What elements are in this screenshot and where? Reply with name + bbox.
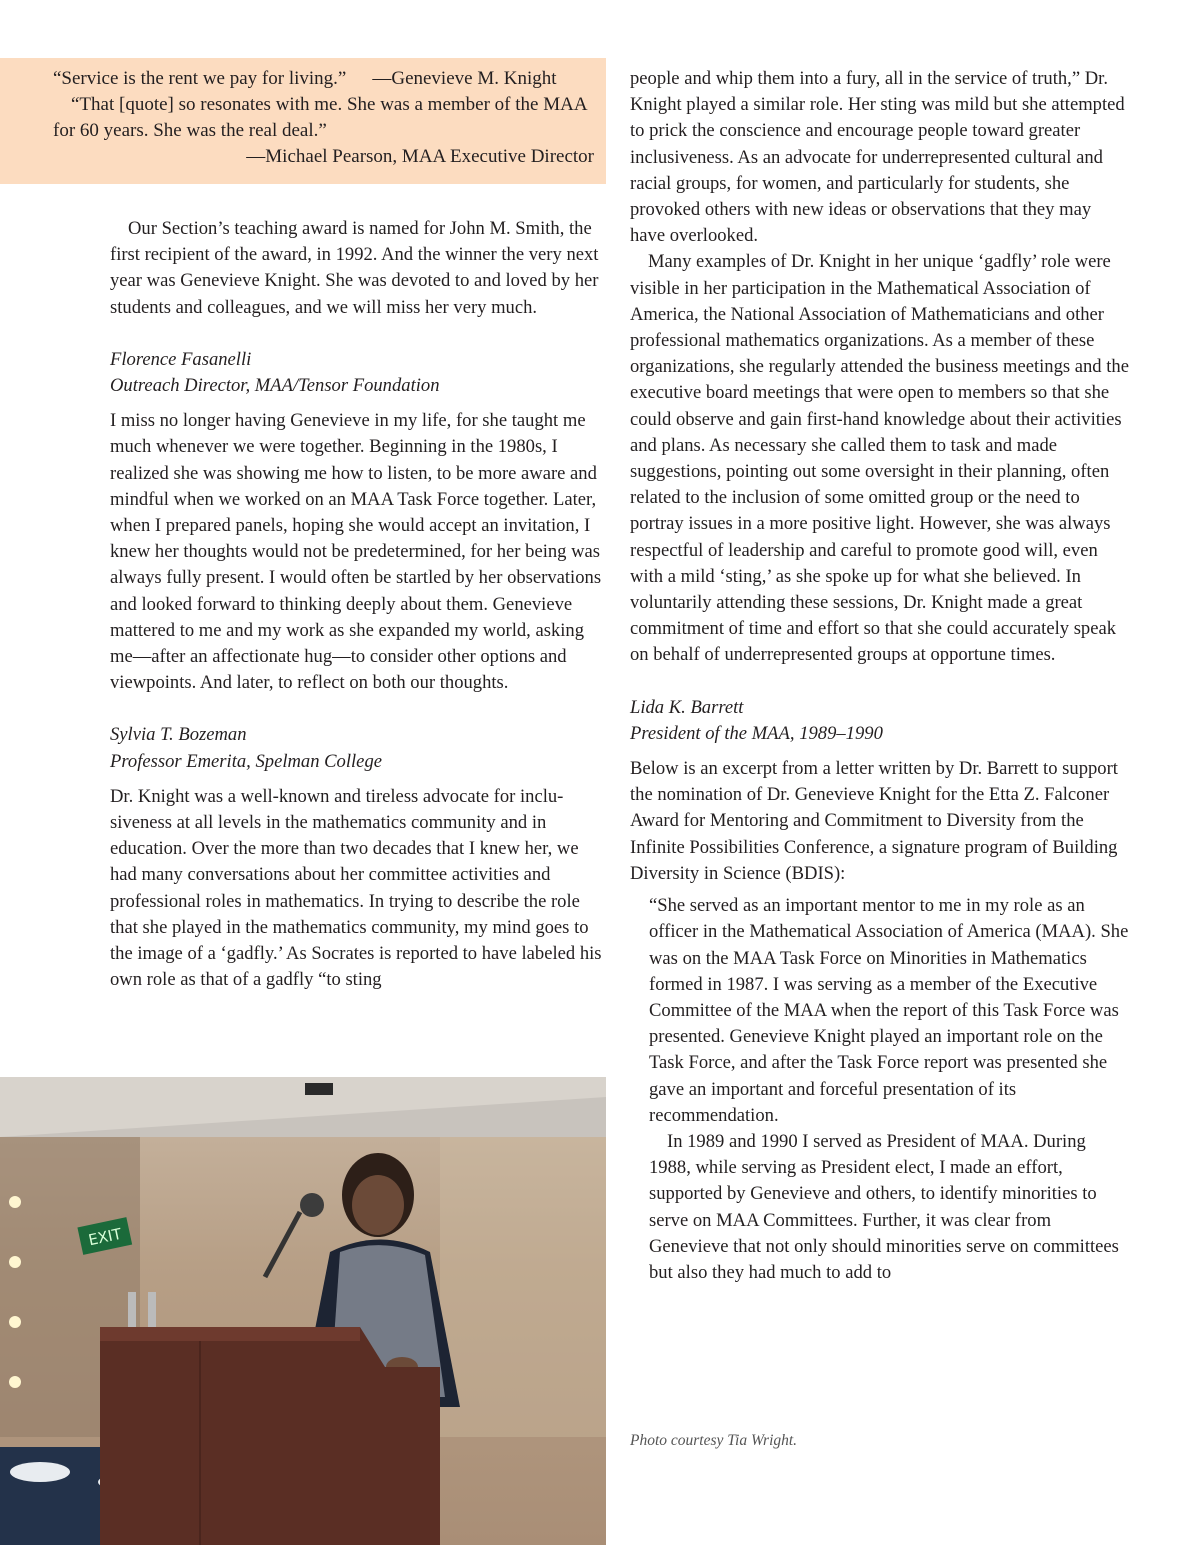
intro-paragraph: Our Section’s teaching award is named for John M. Smith, the first recipient of the award, in 1992. And the winner the very next year was Genevieve Knight. She was devoted to and loved by her students and colleagues, and we will miss her very much. xyxy=(110,218,599,318)
wall-light xyxy=(9,1196,21,1208)
pull-quote-box xyxy=(0,58,606,184)
quote-text: “Service is the rent we pay for living.” xyxy=(53,68,347,89)
photo-illustration xyxy=(0,1077,606,1545)
bozeman-title: Professor Emerita, Spelman College xyxy=(110,750,382,772)
quote-response: “That [quote] so resonates with me. She was a member of the MAA for 60 years. She was the real deal.” xyxy=(53,94,587,141)
fasanelli-paragraph: I miss no longer having Genevieve in my life, for she taught me much whenever we were together. Beginning in the 1980s, I realized she was showing me how to listen, to be more aware and mindful when we worked on an MAA Task Force together. Later, when I prepared panels, hoping she would accept an invitation, I knew her thoughts would not be predetermined, for her being was always fully present. I would often be startled by her observations and looked forward to thinking deeply about them. Genevieve mattered to me and my work as she expanded my world, asking me—after an affectionate hug—to consider other options and viewpoints. And later, to reflect on both our thoughts. xyxy=(110,410,602,694)
photo-caption: Photo courtesy Tia Wright. xyxy=(630,1432,798,1449)
wall-light xyxy=(9,1376,21,1388)
wall-light xyxy=(9,1316,21,1328)
barrett-intro: Below is an excerpt from a letter written by Dr. Barrett to support the nomination of Dr. Genevieve Knight for the Etta Z. Falconer Award for Mentoring and Commitment to Diversity from the Infinite Possibilities Conference, a signature program of Building Diversity in Science (BDIS): xyxy=(630,758,1118,884)
right-column xyxy=(630,66,1130,1286)
gadfly-paragraph: Many examples of Dr. Knight in her unique ‘gadfly’ role were visible in her participation in the Mathematical Association of America, the National Association of Mathematicians and other professional mathematics organizations. As a member of these organizations, she regularly attended the business meetings and the executive board meetings that were open to members so that she could observe and gain first-hand knowledge about their activities and plans. As necessary she called them to task and made suggestions, pointing out some oversight in their planning, often related to the inclusion of some omitted group or the need to portray issues in a more positive light. However, she was always respectful of leadership and careful to promote good will, even with a mild ‘sting,’ as she spoke up for what she believed. In voluntarily attending these sessions, Dr. Knight made a great commitment of time and effort so that she could accurately speak on behalf of underrepresented groups at opportune times. xyxy=(630,251,1129,666)
continuation-paragraph: people and whip them into a fury, all in the service of truth,” Dr. Knight played a similar role. Her sting was mild but she attempted to prick the conscience and encourage people toward greater inclusiveness. As an advocate for underrepresented cultural and racial groups, for women, and particularly for students, she provoked others with new ideas or observations that they may have overlooked. xyxy=(630,68,1125,247)
svg-text:EXIT: EXIT xyxy=(86,1224,124,1250)
barrett-title: President of the MAA, 1989–1990 xyxy=(630,722,883,744)
ceiling-vent xyxy=(305,1083,333,1095)
bozeman-name: Sylvia T. Bozeman xyxy=(110,724,247,746)
microphone xyxy=(265,1212,300,1277)
fasanelli-title: Outreach Director, MAA/Tensor Foundation xyxy=(110,375,440,397)
bozeman-paragraph: Dr. Knight was a well-known and tireless advocate for inclusiveness at all levels in the mathematics community and in education. Over the more than two decades that I knew her, we had many conversations about her committee activities and professional roles in mathematics. In trying to describe the role that she played in the mathematics community, my mind goes to the image of a ‘gadfly.’ As Socrates is reported to have labeled his own role as that of a gadfly “to sting xyxy=(110,785,602,991)
quote-line xyxy=(53,66,594,92)
speaker-face xyxy=(352,1175,404,1235)
barrett-name: Lida K. Barrett xyxy=(630,696,744,718)
speaker-photo xyxy=(0,1077,606,1545)
barrett-letter-1: “She served as an important mentor to me in my role as an officer in the Mathematical Association of America (MAA). She was on the MAA Task Force on Minorities in Mathematics formed in 1987. I was serving as a member of the Executive Committee of the MAA when the report of this Task Force was presented. Genevieve Knight played an important role on the Task Force, and after the Task Force report was presented she gave an important and forceful presentation of its recommendation. xyxy=(649,895,1129,1126)
quote-attribution: —Michael Pearson, MAA Executive Director xyxy=(246,146,594,167)
barrett-letter-2: In 1989 and 1990 I served as President of MAA. During 1988, while serving as President elect, I made an effort, supported by Genevieve and others, to identify minorities to serve on MAA Committees. Further, it was clear from Genevieve that not only should minorities serve on committees but also they had much to add to xyxy=(649,1130,1119,1283)
quote-author: —Genevieve M. Knight xyxy=(372,68,557,89)
wall-light xyxy=(9,1256,21,1268)
fasanelli-name: Florence Fasanelli xyxy=(110,348,252,370)
left-column xyxy=(110,216,606,993)
